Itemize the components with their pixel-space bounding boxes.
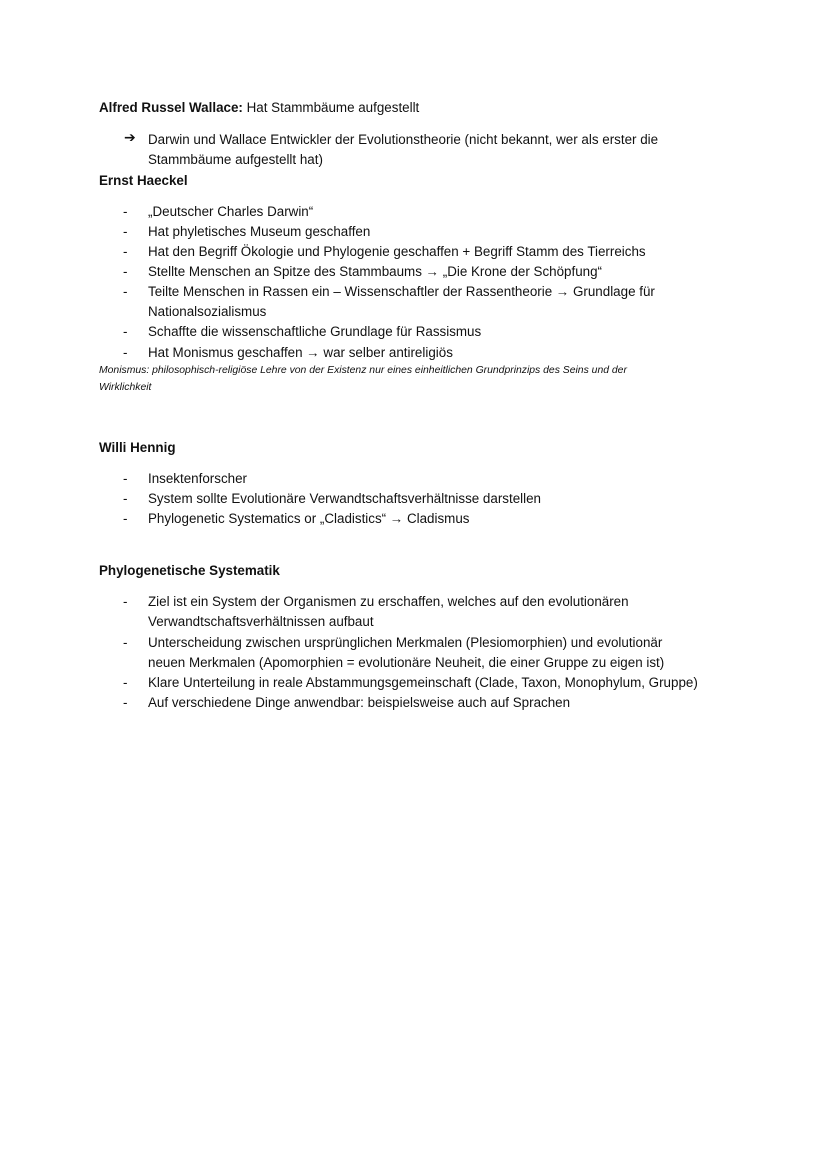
bullet-dash: - [123, 224, 128, 239]
bullet-dash: - [123, 471, 128, 486]
haeckel-item: Schaffte die wissenschaftliche Grundlage für Rassismus [148, 324, 482, 339]
haeckel-item-continuation: Nationalsozialismus [148, 304, 267, 319]
systematik-item: Klare Unterteilung in reale Abstammungsgemeinschaft (Clade, Taxon, Monophylum, Gruppe) [148, 675, 698, 690]
haeckel-item: Hat Monismus geschaffen → war selber antireligiös [148, 345, 453, 360]
bullet-dash: - [123, 594, 128, 609]
systematik-item-continuation: Verwandtschaftsverhältnissen aufbaut [148, 614, 374, 629]
bullet-dash: - [123, 284, 128, 299]
haeckel-heading: Ernst Haeckel [99, 173, 188, 188]
bullet-dash: - [123, 204, 128, 219]
bullet-dash: - [123, 695, 128, 710]
bullet-dash: - [123, 345, 128, 360]
wallace-note-line1: Darwin und Wallace Entwickler der Evolutionstheorie (nicht bekannt, wer als erster die [148, 132, 659, 147]
wallace-name: Alfred Russel Wallace: [99, 100, 243, 115]
hennig-heading: Willi Hennig [99, 440, 176, 455]
bullet-dash: - [123, 491, 128, 506]
wallace-text: Hat Stammbäume aufgestellt [246, 100, 420, 115]
systematik-item: Unterscheidung zwischen ursprünglichen Merkmalen (Plesiomorphien) und evolutionär [148, 635, 663, 650]
haeckel-item: Hat phyletisches Museum geschaffen [148, 224, 371, 239]
arrow-icon: ➔ [124, 129, 136, 145]
hennig-item: Insektenforscher [148, 471, 247, 486]
systematik-heading: Phylogenetische Systematik [99, 563, 280, 578]
wallace-line [99, 98, 419, 118]
hennig-item: System sollte Evolutionäre Verwandtschaftsverhältnisse darstellen [148, 491, 541, 506]
monismus-footnote-line1: Monismus: philosophisch-religiöse Lehre von der Existenz nur eines einheitlichen Grundprinzips des Seins und der [99, 365, 627, 376]
haeckel-item: Hat den Begriff Ökologie und Phylogenie geschaffen + Begriff Stamm des Tierreichs [148, 244, 646, 259]
haeckel-item: Teilte Menschen in Rassen ein – Wissenschaftler der Rassentheorie → Grundlage für [148, 284, 655, 299]
bullet-dash: - [123, 244, 128, 259]
bullet-dash: - [123, 324, 128, 339]
systematik-item: Auf verschiedene Dinge anwendbar: beispielsweise auch auf Sprachen [148, 695, 571, 710]
systematik-item-continuation: neuen Merkmalen (Apomorphien = evolutionäre Neuheit, die einer Gruppe zu eigen ist) [148, 655, 665, 670]
monismus-footnote-line2: Wirklichkeit [99, 382, 152, 393]
bullet-dash: - [123, 675, 128, 690]
hennig-item: Phylogenetic Systematics or „Cladistics“ → Cladismus [148, 511, 470, 526]
bullet-dash: - [123, 264, 128, 279]
bullet-dash: - [123, 635, 128, 650]
haeckel-item: Stellte Menschen an Spitze des Stammbaums → „Die Krone der Schöpfung“ [148, 264, 603, 279]
bullet-dash: - [123, 511, 128, 526]
wallace-note-line2: Stammbäume aufgestellt hat) [148, 152, 323, 167]
haeckel-item: „Deutscher Charles Darwin“ [148, 204, 314, 219]
systematik-item: Ziel ist ein System der Organismen zu erschaffen, welches auf den evolutionären [148, 594, 629, 609]
